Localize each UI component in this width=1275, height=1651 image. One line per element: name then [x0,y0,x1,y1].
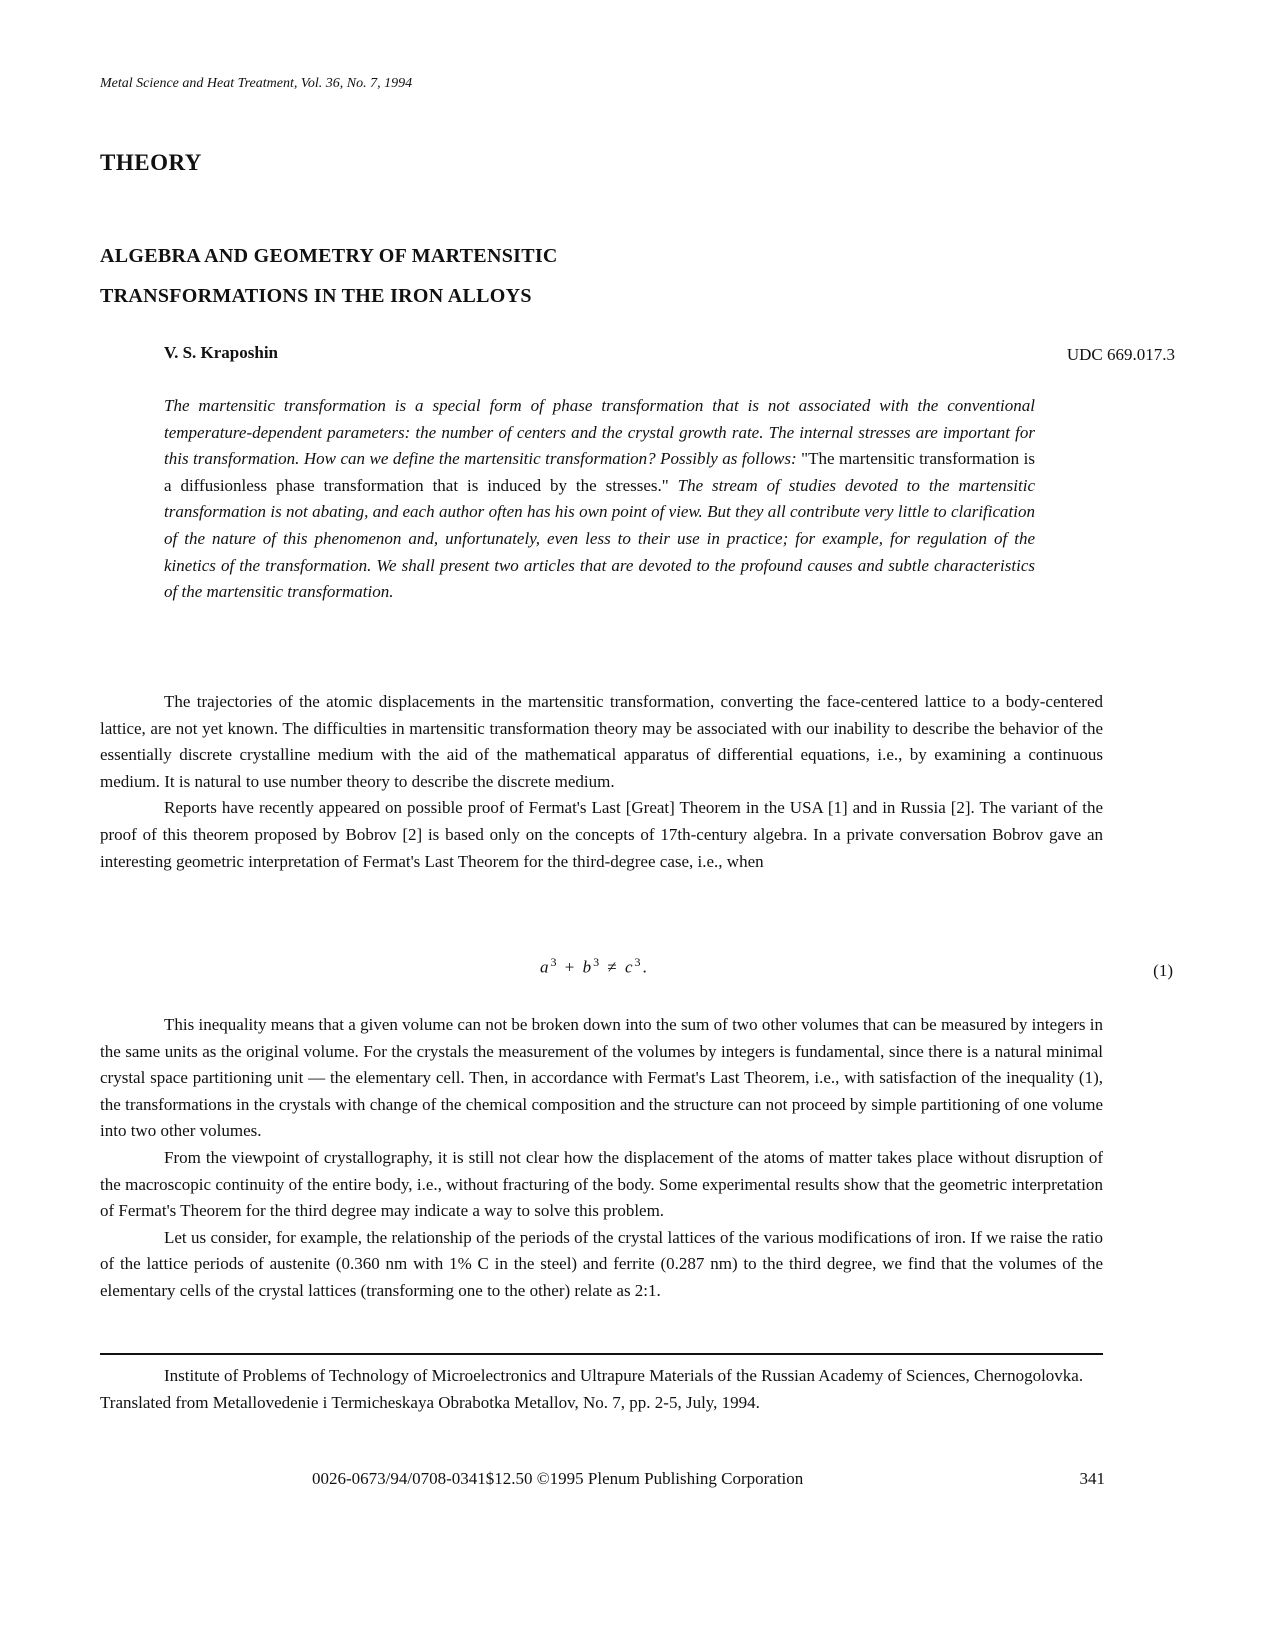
equation-number: (1) [1153,961,1173,980]
eq-exp-c: 3 [634,955,643,969]
footer-copyright: 0026-0673/94/0708-0341$12.50 ©1995 Plenum Publishing Corporation [312,1469,804,1488]
abstract-part-2: The stream of studies devoted to the martensitic transformation is not abating, and each author often has his own point of view. But they all contribute very little to clarification of the nature of this phenomenon and, unfortunately, even less to their use in practice; for example, for regulation of the kinetics of the transformation. We shall present two articles that are devoted to the profound causes and subtle characteristics of the martensitic transformation. [164,475,1036,602]
footnote-divider [100,1353,1103,1355]
abstract-part-1: The martensitic transformation is a special form of phase transformation that is not associated with the conventional temperature-dependent parameters: the number of centers and the crystal growth rate. The internal stresses are important for this transformation. How can we define the martensitic transformation? Possibly as follows: [164,396,1035,469]
paragraph-2: Reports have recently appeared on possible proof of Fermat's Last [Great] Theorem in the USA [1] and in Russia [2]. The variant of the proof of this theorem proposed by Bobrov [2] is based only on the concepts of 17th-century algebra. In a private conversation Bobrov gave an interesting geometric interpretation of Fermat's Last Theorem for the third-degree case, i.e., when [100,798,1103,871]
eq-var-c: c [624,957,635,977]
journal-citation: Metal Science and Heat Treatment, Vol. 36, No. 7, 1994 [100,76,413,91]
eq-exp-a: 3 [550,955,559,969]
article-title [100,236,558,316]
abstract [164,393,1035,606]
equation-1 [540,955,649,978]
eq-end: . [642,957,649,977]
paragraph-5: Let us consider, for example, the relationship of the periods of the crystal lattices of the various modifications of iron. If we raise the ratio of the lattice periods of austenite (0.360 nm with 1% C in the steel) and ferrite (0.287 nm) to the third degree, we find that the volumes of the elementary cells of the crystal lattices (transforming one to the other) relate as 2:1. [100,1227,1103,1300]
eq-var-a: a [540,957,551,977]
title-line-1: ALGEBRA AND GEOMETRY OF MARTENSITIC [100,245,558,267]
eq-plus: + [564,957,577,977]
body-text-top [100,689,1103,875]
eq-exp-b: 3 [593,955,602,969]
paragraph-4: From the viewpoint of crystallography, it is still not clear how the displacement of the atoms of matter takes place without disruption of the macroscopic continuity of the entire body, i.e., without fracturing of the body. Some experimental results show that the geometric interpretation of Fermat's Theorem for the third degree may indicate a way to solve this problem. [100,1147,1103,1221]
page-number: 341 [1079,1469,1105,1488]
footnote-text: Institute of Problems of Technology of Microelectronics and Ultrapure Materials of the Russian Academy of Sciences, Chernogolovka. Translated from Metallovedenie i Termicheskaya Obrabotka Metallov, No. 7, pp. 2-5, July, 1994. [100,1366,1084,1412]
eq-var-b: b [582,957,594,977]
paragraph-1: The trajectories of the atomic displacements in the martensitic transformation, converting the face-centered lattice to a body-centered lattice, are not yet known. The difficulties in martensitic transformation theory may be associated with our inability to describe the behavior of the essentially discrete crystalline medium with the aid of the mathematical apparatus of differential equations, i.e., by examining a continuous medium. It is natural to use number theory to describe the discrete medium. [100,692,1103,791]
section-heading: THEORY [100,150,202,175]
eq-neq: ≠ [607,957,619,977]
udc-code: UDC 669.017.3 [1066,345,1175,364]
footnote [100,1362,1103,1416]
author-name: V. S. Kraposhin [164,343,279,362]
abstract-quote: "The martensitic transformation is a diffusionless phase transformation that is induced by the stresses." [164,449,1035,495]
paragraph-3: This inequality means that a given volume can not be broken down into the sum of two other volumes that can be measured by integers in the same units as the original volume. For the crystals the measurement of the volumes by integers is fundamental, since there is a natural minimal crystal space partitioning unit — the elementary cell. Then, in accordance with Fermat's Last Theorem, i.e., with satisfaction of the inequality (1), the transformations in the crystals with change of the chemical composition and the structure can not proceed by simple partitioning of one volume into two other volumes. [100,1015,1103,1141]
title-line-2: TRANSFORMATIONS IN THE IRON ALLOYS [100,285,532,307]
body-text-bottom [100,1012,1103,1305]
